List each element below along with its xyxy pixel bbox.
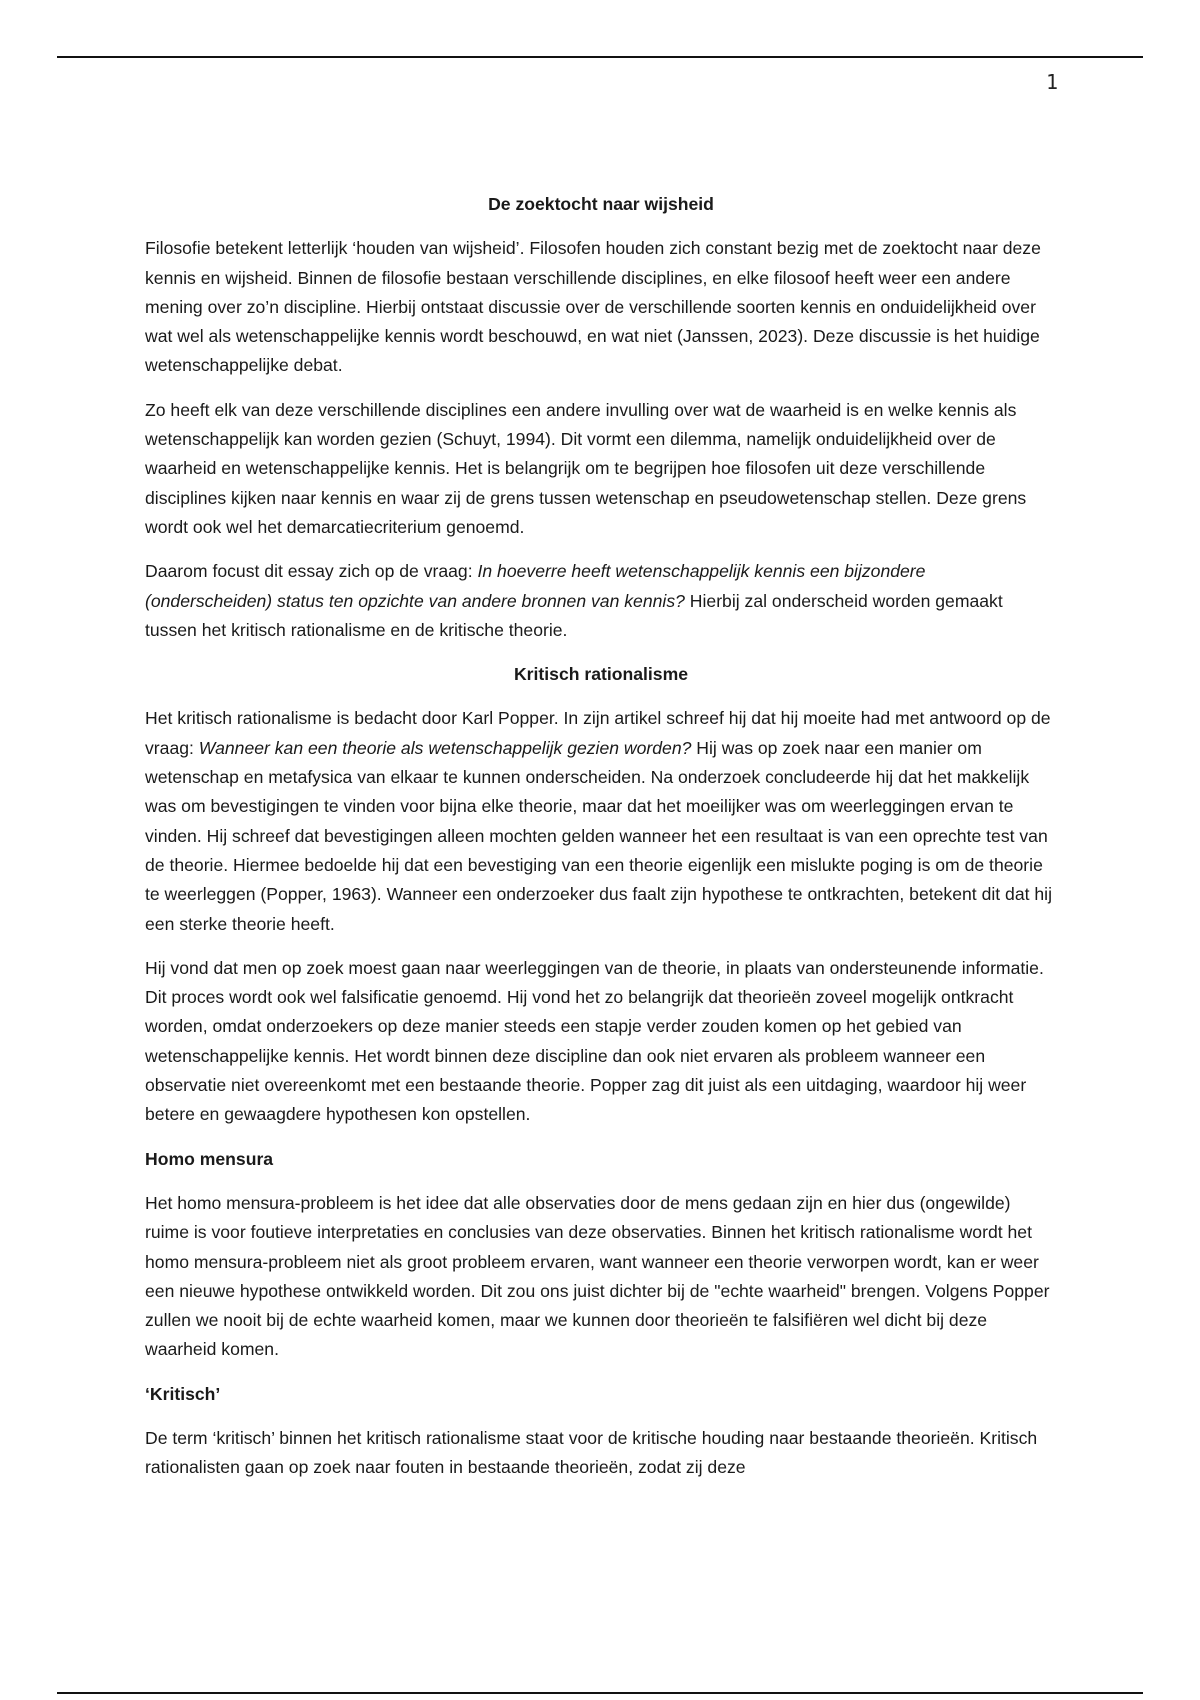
paragraph-homo-mensura: Het homo mensura-probleem is het idee dat alle observaties door de mens gedaan zijn en hier dus (ongewilde) ruime is voor foutieve interpretaties en conclusies van deze observaties. Binnen het kritisch rationalisme wordt het homo mensura-probleem niet als groot probleem ervaren, want wanneer een theorie verworpen wordt, kan er weer een nieuwe hypothese ontwikkeld worden. Dit zou ons juist dichter bij de "echte waarheid" brengen. Volgens Popper zullen we nooit bij de echte waarheid komen, maar we kunnen door theorieën te falsifiëren wel dicht bij deze waarheid komen.: [145, 1192, 1050, 1360]
heading-homo-mensura: Homo mensura: [145, 1148, 274, 1169]
paragraph-research-question: [145, 557, 1057, 645]
document-title: De zoektocht naar wijsheid: [488, 194, 714, 214]
paragraph-kritisch: De term ‘kritisch’ binnen het kritisch rationalisme staat voor de kritische houding naar bestaande theorieën. Kritisch rationalisten gaan op zoek naar fouten in bestaande theorieën, zodat zij deze: [145, 1427, 1038, 1478]
page-number: 1: [1045, 70, 1058, 94]
popper-question: Wanneer kan een theorie als wetenschappelijk gezien worden?: [198, 737, 692, 758]
paragraph-falsificatie: Hij vond dat men op zoek moest gaan naar weerleggingen van de theorie, in plaats van ondersteunende informatie. Dit proces wordt ook wel falsificatie genoemd. Hij vond het zo belangrijk dat theorieën zoveel mogelijk ontkracht worden, omdat onderzoekers op deze manier steeds een stapje verder zouden komen op het gebied van wetenschappelijke kennis. Het wordt binnen deze discipline dan ook niet ervaren als probleem wanneer een observatie niet overeenkomt met een bestaande theorie. Popper zag dit juist als een uitdaging, waardoor hij weer betere en gewaagdere hypothesen kon opstellen.: [145, 957, 1044, 1125]
header-rule: [57, 56, 1143, 58]
research-question-lead: Daarom focust dit essay zich op de vraag:: [145, 561, 478, 582]
heading-kritisch: ‘Kritisch’: [145, 1383, 221, 1404]
document-body: [145, 190, 1057, 1498]
paragraph-disciplines: Zo heeft elk van deze verschillende disciplines een andere invulling over wat de waarheid is en welke kennis als wetenschappelijk kan worden gezien (Schuyt, 1994). Dit vormt een dilemma, namelijk onduidelijkheid over de waarheid en wetenschappelijke kennis. Het is belangrijk om te begrijpen hoe filosofen uit deze verschillende disciplines kijken naar kennis en waar zij de grens tussen wetenschap en pseudowetenschap stellen. Deze grens wordt ook wel het demarcatiecriterium genoemd.: [145, 399, 1027, 537]
popper-lead: Het kritisch rationalisme is bedacht door Karl Popper. In zijn artikel schreef hij dat hij moeite had met antwoord op de vraag:: [145, 708, 1051, 758]
research-question-tail: Hierbij zal onderscheid worden gemaakt tussen het kritisch rationalisme en de kritische theorie.: [145, 590, 1003, 640]
footer-rule: [57, 1692, 1143, 1694]
paragraph-popper: [145, 704, 1057, 938]
paragraph-intro: Filosofie betekent letterlijk ‘houden van wijsheid’. Filosofen houden zich constant bezig met de zoektocht naar deze kennis en wijsheid. Binnen de filosofie bestaan verschillende disciplines, en elke filosoof heeft weer een andere mening over zo’n discipline. Hierbij ontstaat discussie over de verschillende soorten kennis en onduidelijkheid over wat wel als wetenschappelijke kennis wordt beschouwd, en wat niet (Janssen, 2023). Deze discussie is het huidige wetenschappelijke debat.: [145, 238, 1041, 376]
research-question: In hoeverre heeft wetenschappelijk kennis een bijzondere (onderscheiden) status ten opzichte van andere bronnen van kennis?: [145, 561, 926, 611]
popper-tail: Hij was op zoek naar een manier om wetenschap en metafysica van elkaar te kunnen onderscheiden. Na onderzoek concludeerde hij dat het makkelijk was om bevestigingen te vinden voor bijna elke theorie, maar dat het moeilijker was om weerleggingen ervan te vinden. Hij schreef dat bevestigingen alleen mochten gelden wanneer het een resultaat is van een oprechte test van de theorie. Hiermee bedoelde hij dat een bevestiging van een theorie eigenlijk een mislukte poging is om de theorie te weerleggen (Popper, 1963). Wanneer een onderzoeker dus faalt zijn hypothese te ontkrachten, betekent dit dat hij een sterke theorie heeft.: [145, 737, 1052, 934]
heading-kritisch-rationalisme: Kritisch rationalisme: [513, 664, 689, 685]
